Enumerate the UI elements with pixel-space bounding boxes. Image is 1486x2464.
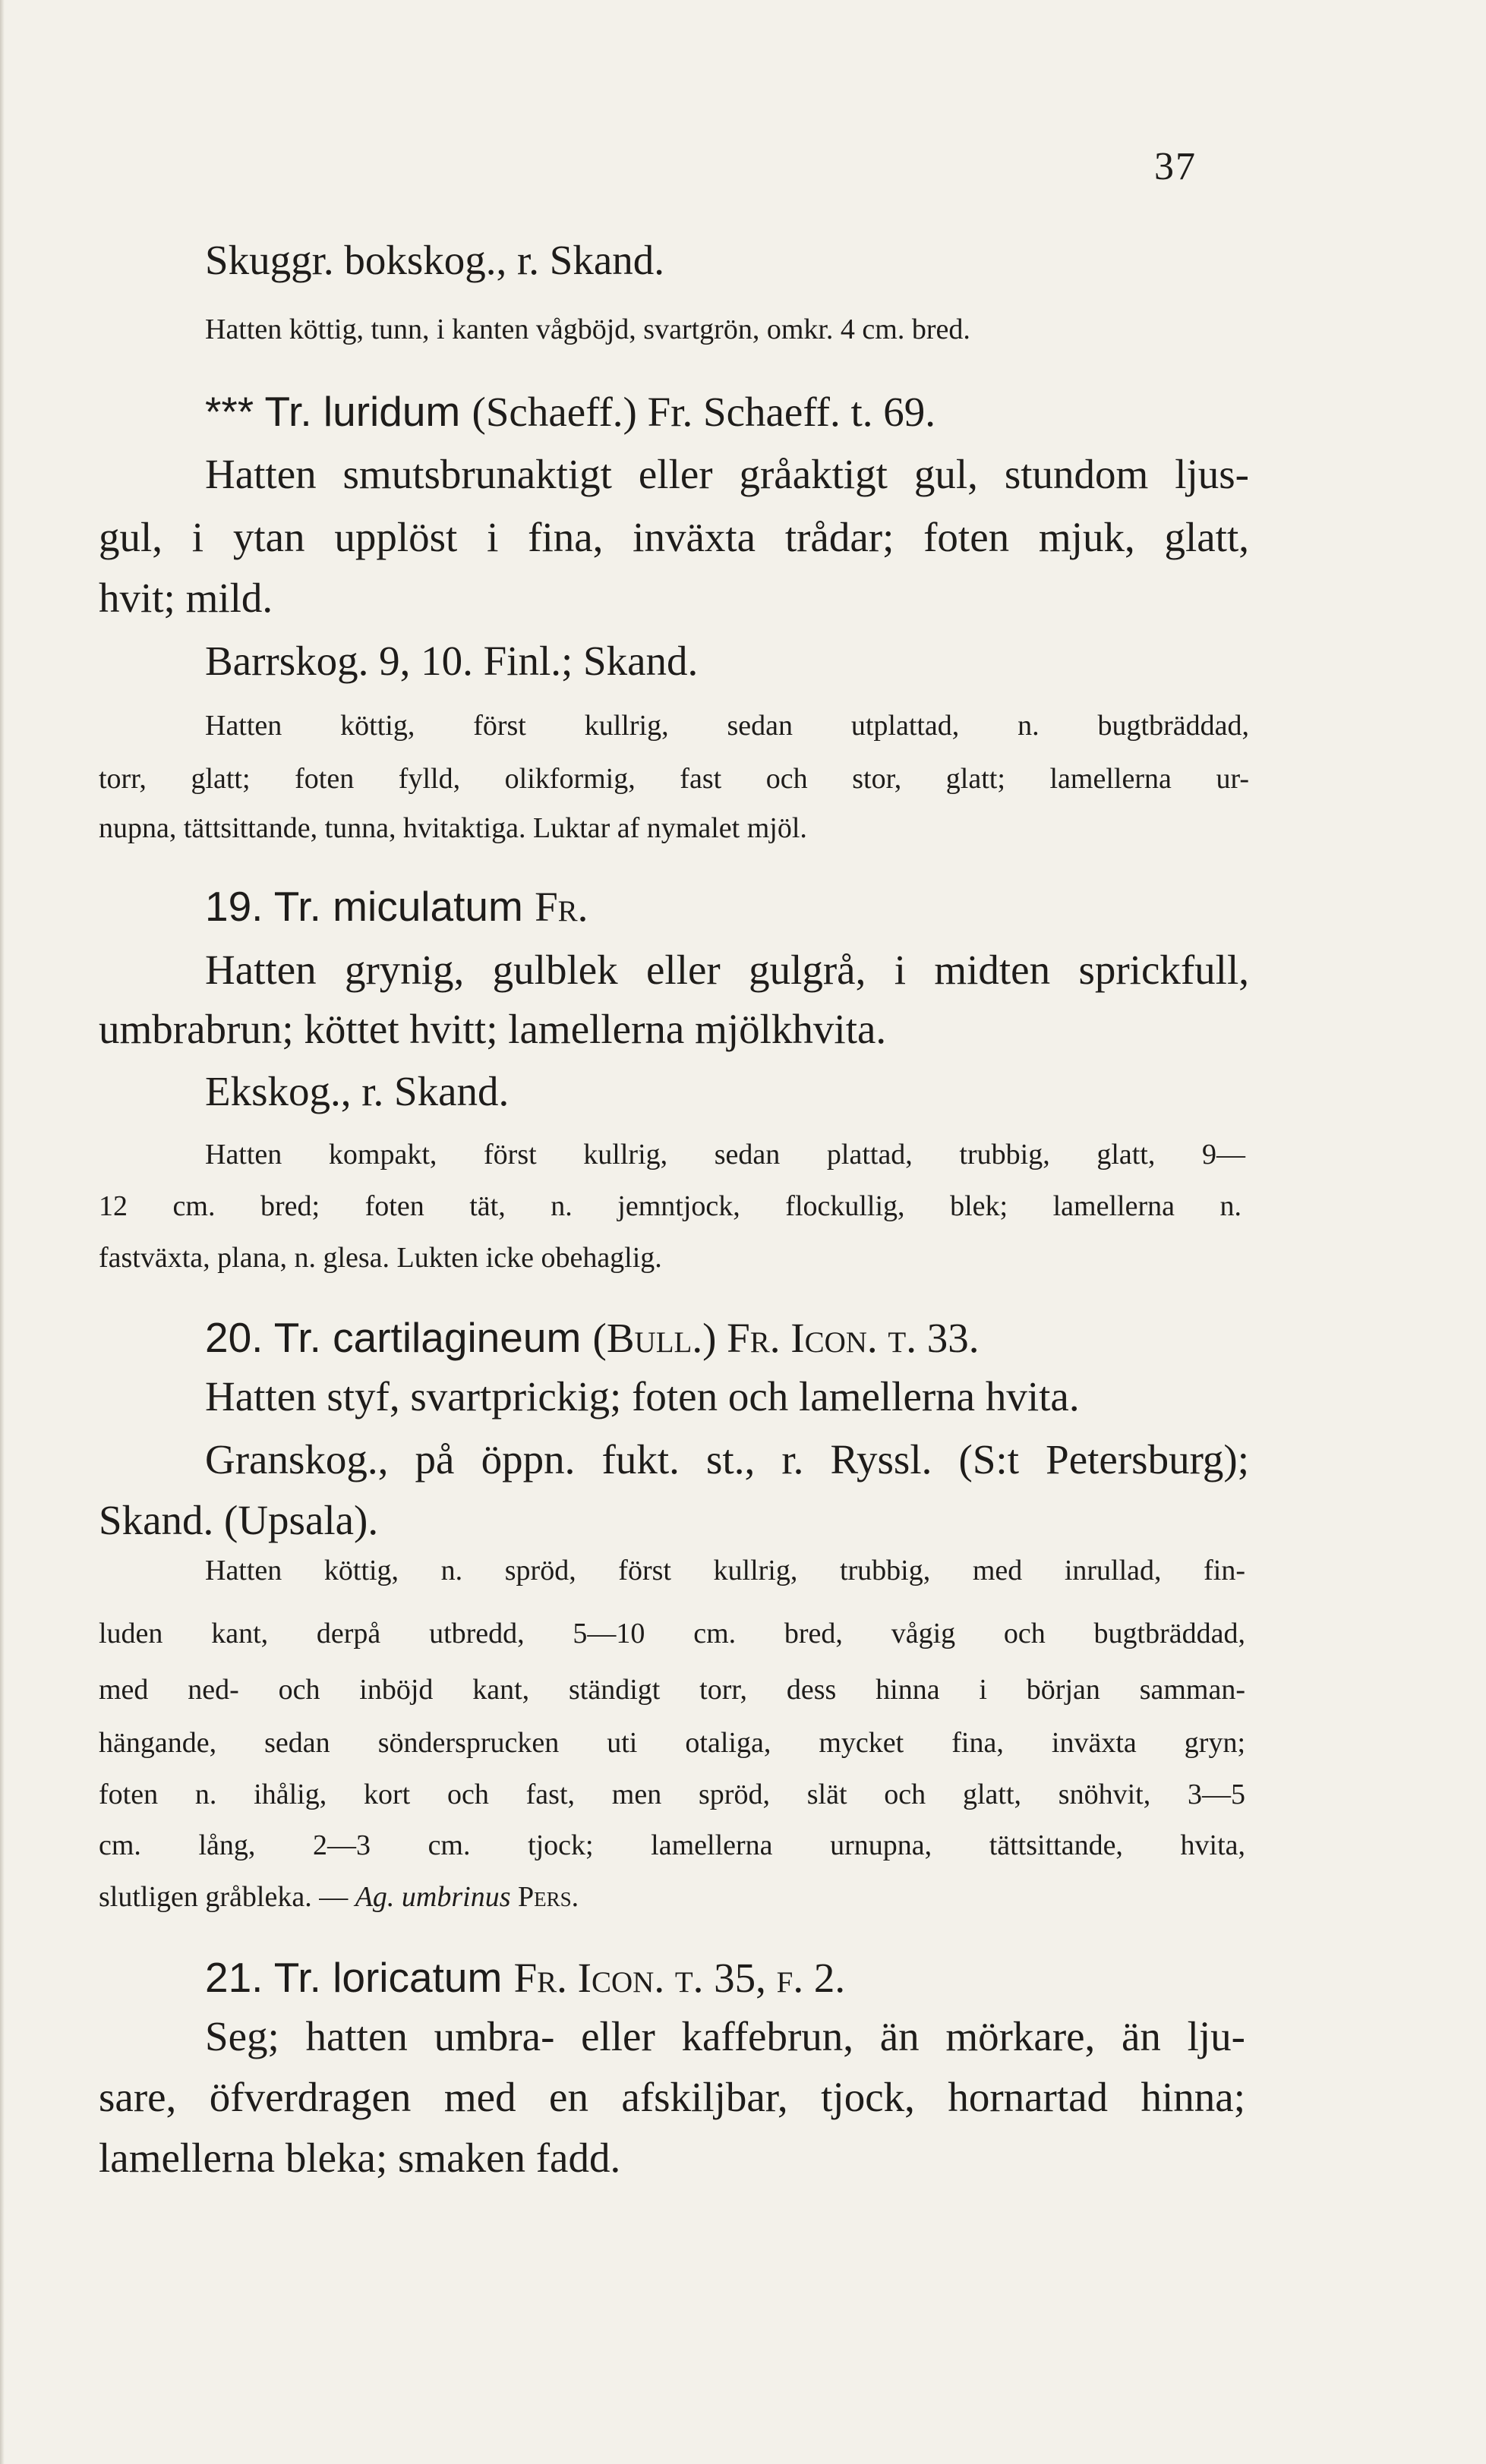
- description-line: hängande, sedan söndersprucken uti otaliga, mycket fina, inväxta gryn;: [99, 1727, 1245, 1759]
- habitat-line: Ekskog., r. Skand.: [205, 1068, 510, 1114]
- heading-author: Fr. Icon. t. 35, f. 2.: [513, 1955, 846, 2001]
- description-line: fastväxta, plana, n. glesa. Lukten icke obehaglig.: [99, 1242, 662, 1274]
- description-line: cm. lång, 2—3 cm. tjock; lamellerna urnupna, tättsittande, hvita,: [99, 1829, 1245, 1861]
- species-heading-loricatum: [205, 1954, 846, 2001]
- text-line: gul, i ytan upplöst i fina, inväxta trådar; foten mjuk, glatt,: [99, 514, 1249, 560]
- species-heading-luridum: [205, 388, 935, 435]
- heading-species: cartilagineum: [333, 1314, 593, 1361]
- page-edge-shadow: [0, 0, 5, 2464]
- synonym-name: Ag. umbrinus: [355, 1881, 518, 1913]
- heading-prefix: ***: [205, 388, 265, 435]
- heading-genus: Tr.: [273, 1954, 333, 2001]
- description-line: Hatten kompakt, först kullrig, sedan plattad, trubbig, glatt, 9—: [205, 1139, 1245, 1171]
- heading-species: loricatum: [333, 1954, 514, 2001]
- description-line: med ned- och inböjd kant, ständigt torr, dess hinna i början samman-: [99, 1674, 1245, 1706]
- description-line: Hatten köttig, först kullrig, sedan utplattad, n. bugtbräddad,: [205, 710, 1249, 742]
- synonym-author: Pers.: [518, 1881, 579, 1913]
- text-line: Hatten grynig, gulblek eller gulgrå, i midten sprickfull,: [205, 947, 1249, 993]
- description-line: nupna, tättsittande, tunna, hvitaktiga. Luktar af nymalet mjöl.: [99, 812, 807, 844]
- heading-species: luridum: [323, 388, 472, 435]
- habitat-line: Skand. (Upsala).: [99, 1497, 379, 1543]
- heading-author: (Schaeff.) Fr. Schaeff. t. 69.: [472, 389, 935, 435]
- text-line: Hatten styf, svartprickig; foten och lamellerna hvita.: [205, 1373, 1080, 1419]
- description-line: Hatten köttig, tunn, i kanten vågböjd, svartgrön, omkr. 4 cm. bred.: [205, 314, 970, 345]
- heading-genus: Tr.: [273, 883, 333, 930]
- text-line: Hatten smutsbrunaktigt eller gråaktigt gul, stundom ljus-: [205, 451, 1249, 497]
- heading-author: (Bull.) Fr. Icon. t. 33.: [592, 1315, 980, 1361]
- text-line: lamellerna bleka; smaken fadd.: [99, 2135, 621, 2181]
- text-line: sare, öfverdragen med en afskiljbar, tjock, hornartad hinna;: [99, 2074, 1245, 2120]
- species-heading-cartilagineum: [205, 1314, 980, 1361]
- heading-number: 19.: [205, 883, 274, 930]
- description-line: foten n. ihålig, kort och fast, men spröd, slät och glatt, snöhvit, 3—5: [99, 1779, 1245, 1810]
- heading-genus: Tr.: [264, 388, 323, 435]
- heading-species: miculatum: [333, 883, 535, 930]
- description-line: slutligen gråbleka. — Ag. umbrinus Pers.: [99, 1881, 579, 1913]
- text-line: hvit; mild.: [99, 575, 273, 621]
- description-line: Hatten köttig, n. spröd, först kullrig, trubbig, med inrullad, fin-: [205, 1555, 1245, 1586]
- habitat-line: Barrskog. 9, 10. Finl.; Skand.: [205, 638, 699, 684]
- description-line: torr, glatt; foten fylld, olikformig, fast och stor, glatt; lamellerna ur-: [99, 763, 1249, 795]
- page-number: 37: [1154, 145, 1197, 188]
- text-line: Seg; hatten umbra- eller kaffebrun, än mörkare, än lju-: [205, 2013, 1245, 2059]
- heading-number: 21.: [205, 1954, 274, 2001]
- habitat-line: Granskog., på öppn. fukt. st., r. Ryssl. (S:t Petersburg);: [205, 1436, 1249, 1482]
- species-heading-miculatum: [205, 883, 588, 930]
- habitat-line: Skuggr. bokskog., r. Skand.: [205, 237, 665, 283]
- text-line: umbrabrun; köttet hvitt; lamellerna mjölkhvita.: [99, 1006, 887, 1052]
- description-line: luden kant, derpå utbredd, 5—10 cm. bred, vågig och bugtbräddad,: [99, 1618, 1245, 1649]
- heading-number: 20.: [205, 1314, 274, 1361]
- heading-genus: Tr.: [273, 1314, 333, 1361]
- description-line: 12 cm. bred; foten tät, n. jemntjock, flockullig, blek; lamellerna n.: [99, 1190, 1241, 1222]
- heading-author: Fr.: [535, 884, 588, 930]
